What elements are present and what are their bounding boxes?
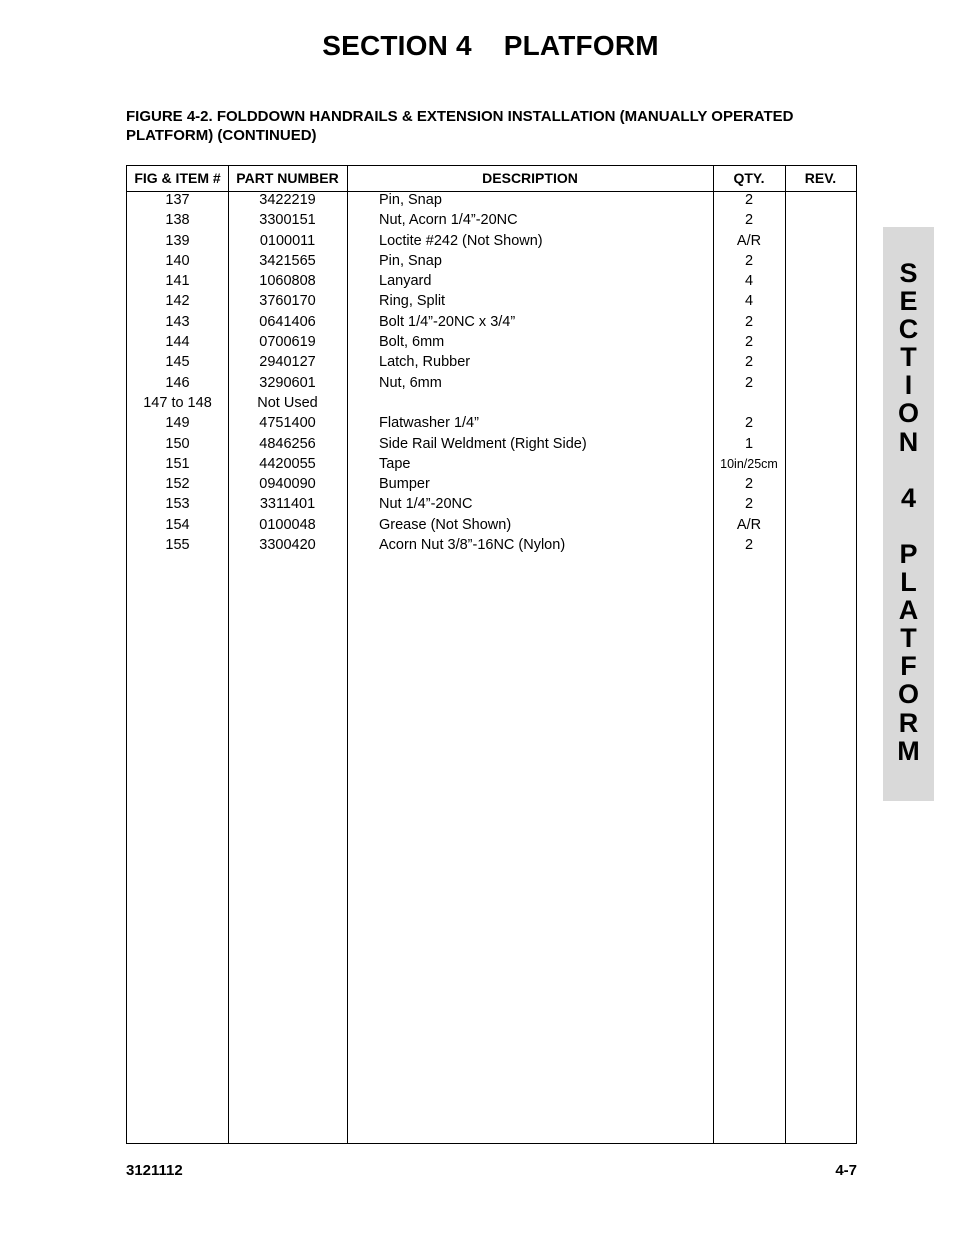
cell-fig-item: 144 bbox=[165, 334, 190, 351]
cell-qty: 4 bbox=[744, 293, 754, 310]
cell-part-number: 0100048 bbox=[259, 516, 316, 533]
cell-fig-item: 147 to 148 bbox=[143, 394, 212, 411]
cell-description: Grease (Not Shown) bbox=[379, 516, 512, 533]
section-side-tab bbox=[883, 227, 934, 801]
cell-fig-item: 155 bbox=[165, 537, 190, 554]
cell-description: Acorn Nut 3/8”-16NC (Nylon) bbox=[379, 537, 566, 554]
side-tab-letter: O bbox=[897, 679, 919, 710]
table-row bbox=[127, 495, 856, 515]
side-tab-letter bbox=[883, 512, 934, 540]
side-tab-letter: L bbox=[900, 567, 917, 598]
side-tab-letter: F bbox=[900, 651, 917, 682]
cell-fig-item: 140 bbox=[165, 252, 190, 269]
cell-part-number: 3311401 bbox=[259, 496, 316, 513]
cell-description: Bumper bbox=[379, 476, 430, 493]
cell-qty: 2 bbox=[744, 537, 754, 554]
column-header-description: DESCRIPTION bbox=[482, 170, 578, 186]
cell-part-number: 3422219 bbox=[259, 192, 316, 208]
cell-part-number: Not Used bbox=[257, 394, 318, 411]
cell-description: Side Rail Weldment (Right Side) bbox=[379, 435, 587, 452]
column-header-part-number: PART NUMBER bbox=[236, 170, 339, 186]
cell-part-number: 1060808 bbox=[259, 273, 316, 290]
side-tab-letter: P bbox=[899, 538, 918, 569]
side-tab-letter bbox=[883, 456, 934, 484]
side-tab-letter: N bbox=[898, 426, 919, 457]
side-tab-letter: M bbox=[897, 735, 920, 766]
cell-part-number: 3300420 bbox=[259, 537, 316, 554]
section-title: SECTION 4 PLATFORM bbox=[322, 30, 659, 61]
cell-part-number: 0940090 bbox=[259, 476, 316, 493]
cell-description: Nut, 6mm bbox=[379, 374, 442, 391]
cell-part-number: 3760170 bbox=[259, 293, 316, 310]
side-tab-letter: T bbox=[900, 342, 917, 373]
cell-qty: 2 bbox=[744, 354, 754, 371]
table-row bbox=[127, 475, 856, 495]
cell-qty: A/R bbox=[736, 516, 762, 533]
cell-fig-item: 141 bbox=[165, 273, 190, 290]
cell-description: Nut 1/4”-20NC bbox=[379, 496, 473, 513]
table-row bbox=[127, 536, 856, 556]
cell-description: Tape bbox=[379, 455, 411, 472]
cell-qty: 2 bbox=[744, 212, 754, 229]
cell-qty: 2 bbox=[744, 192, 754, 208]
cell-qty: 2 bbox=[744, 476, 754, 493]
table-row bbox=[127, 414, 856, 434]
side-tab-letter: O bbox=[897, 398, 919, 429]
page-number: 4-7 bbox=[835, 1162, 857, 1179]
cell-part-number: 4846256 bbox=[259, 435, 316, 452]
column-header-rev: REV. bbox=[804, 170, 837, 186]
parts-table bbox=[126, 165, 857, 1144]
cell-fig-item: 153 bbox=[165, 496, 190, 513]
table-row bbox=[127, 313, 856, 333]
cell-fig-item: 139 bbox=[165, 232, 190, 249]
cell-part-number: 0100011 bbox=[259, 232, 316, 249]
cell-description: Lanyard bbox=[379, 273, 432, 290]
cell-qty: 1 bbox=[744, 435, 754, 452]
cell-part-number: 3300151 bbox=[259, 212, 316, 229]
cell-fig-item: 137 bbox=[165, 192, 190, 208]
cell-part-number: 2940127 bbox=[259, 354, 316, 371]
table-row bbox=[127, 353, 856, 373]
document-number: 3121112 bbox=[126, 1162, 183, 1179]
cell-description: Ring, Split bbox=[379, 293, 446, 310]
cell-fig-item: 145 bbox=[165, 354, 190, 371]
side-tab-letter: E bbox=[899, 286, 918, 317]
table-row bbox=[127, 516, 856, 536]
side-tab-letters bbox=[883, 259, 934, 765]
cell-qty: 4 bbox=[744, 273, 754, 290]
cell-fig-item: 149 bbox=[165, 415, 190, 432]
table-row bbox=[127, 333, 856, 353]
figure-title: FIGURE 4-2. FOLDDOWN HANDRAILS & EXTENSION INSTALLATION (MANUALLY OPERATED PLATFORM) (CONTINUED) bbox=[126, 108, 794, 144]
cell-part-number: 0641406 bbox=[259, 313, 316, 330]
cell-fig-item: 146 bbox=[165, 374, 190, 391]
cell-fig-item: 143 bbox=[165, 313, 190, 330]
table-row bbox=[127, 435, 856, 455]
column-header-qty: QTY. bbox=[733, 170, 765, 186]
cell-fig-item: 151 bbox=[165, 455, 190, 472]
cell-part-number: 3421565 bbox=[259, 252, 316, 269]
table-row bbox=[127, 232, 856, 252]
table-row bbox=[127, 455, 856, 475]
cell-qty: 10in/25cm bbox=[720, 456, 778, 471]
cell-part-number: 0700619 bbox=[259, 334, 316, 351]
table-row bbox=[127, 211, 856, 231]
table-row bbox=[127, 191, 856, 211]
cell-fig-item: 142 bbox=[165, 293, 190, 310]
cell-description: Latch, Rubber bbox=[379, 354, 471, 371]
table-row bbox=[127, 252, 856, 272]
cell-part-number: 4751400 bbox=[259, 415, 316, 432]
cell-qty: 2 bbox=[744, 313, 754, 330]
cell-description: Flatwasher 1/4” bbox=[379, 415, 479, 432]
table-row bbox=[127, 292, 856, 312]
cell-fig-item: 150 bbox=[165, 435, 190, 452]
cell-qty: 2 bbox=[744, 415, 754, 432]
table-row bbox=[127, 374, 856, 394]
side-tab-letter: R bbox=[898, 707, 919, 738]
table-body bbox=[127, 191, 856, 556]
table-row bbox=[127, 394, 856, 414]
column-header-fig-item: FIG & ITEM # bbox=[134, 170, 221, 186]
side-tab-letter: A bbox=[898, 595, 919, 626]
cell-description: Loctite #242 (Not Shown) bbox=[379, 232, 543, 249]
cell-fig-item: 152 bbox=[165, 476, 190, 493]
cell-qty: 2 bbox=[744, 374, 754, 391]
side-tab-letter: S bbox=[899, 258, 918, 288]
cell-description: Bolt, 6mm bbox=[379, 334, 445, 351]
cell-part-number: 3290601 bbox=[259, 374, 316, 391]
cell-fig-item: 138 bbox=[165, 212, 190, 229]
side-tab-letter: 4 bbox=[900, 482, 917, 513]
cell-description: Pin, Snap bbox=[379, 192, 442, 208]
cell-qty: 2 bbox=[744, 496, 754, 513]
side-tab-letter: I bbox=[904, 370, 913, 401]
side-tab-letter: C bbox=[898, 314, 919, 345]
cell-fig-item: 154 bbox=[165, 516, 190, 533]
cell-qty: A/R bbox=[736, 232, 762, 249]
cell-description: Nut, Acorn 1/4”-20NC bbox=[379, 212, 518, 229]
side-tab-letter: T bbox=[900, 623, 917, 654]
cell-part-number: 4420055 bbox=[259, 455, 316, 472]
table-row bbox=[127, 272, 856, 292]
cell-qty: 2 bbox=[744, 252, 754, 269]
cell-qty: 2 bbox=[744, 334, 754, 351]
cell-description: Bolt 1/4”-20NC x 3/4” bbox=[379, 313, 516, 330]
cell-description: Pin, Snap bbox=[379, 252, 442, 269]
